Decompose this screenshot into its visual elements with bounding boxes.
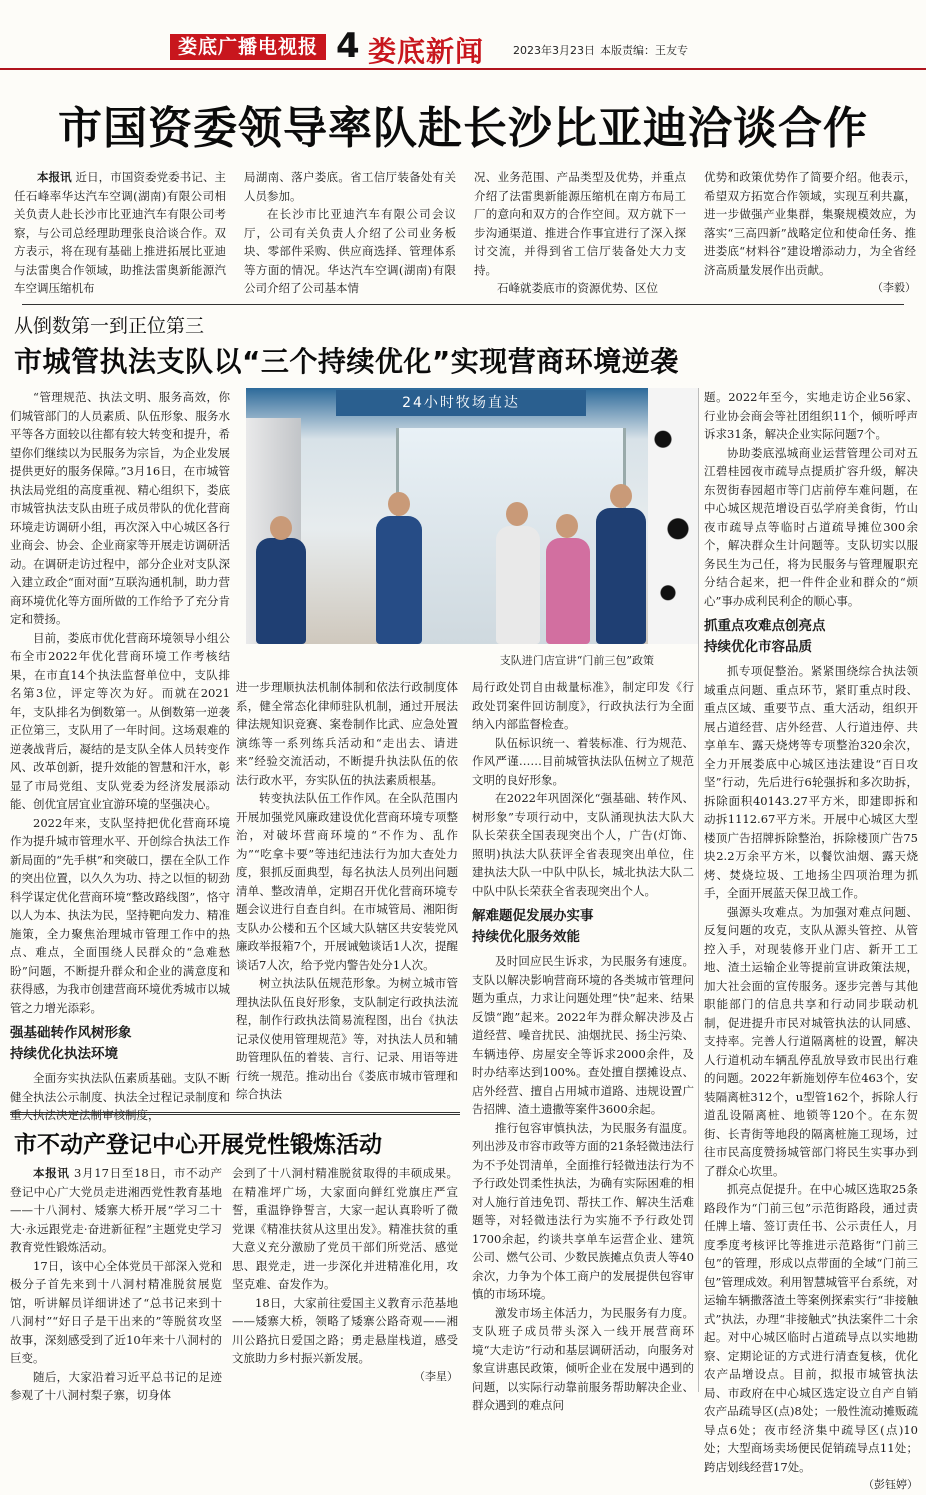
article1-text: 近日，市国资委党委书记、主任石峰率华达汽车空调(湖南)有限公司相关负责人赴长沙市比亚迪汽车有限公司考察，与公司总经理助理张良洽谈合作。双方表示，将在现有基础上推进拓展比亚迪与法雷奥合作领域，助推法雷奥新能源汽车空调压缩机布 (14, 170, 227, 295)
masthead (0, 0, 926, 70)
article1-text: 优势和政策优势作了简要介绍。他表示，希望双方拓宽合作领域，实现互利共赢，进一步做强产业集群，集聚规模效应，为落实“三高四新”战略定位和使命任务、推进娄底“材料谷”建设增添动力，为全省经济高质量发展作出贡献。 (704, 170, 916, 277)
article1-text: 局湖南、落户娄底。省工信厅装备处有关人员参加。 (244, 170, 456, 203)
article1-column-2 (244, 168, 456, 300)
article1-text: 况、业务范围、产品类型及优势，并重点介绍了法雷奥新能源压缩机在南方布局工厂的意向和双方的合作空间。双方就下一步沟通渠道、推进合作事宜进行了深入探讨交流，并得到省工信厅装备处大力支持。 (474, 170, 686, 277)
article2-column-1 (10, 388, 230, 1122)
photo-cow-pattern (648, 388, 698, 644)
photo-shopkeeper-head (556, 514, 578, 538)
article2-paragraph: 局行政处罚自由裁量标准》，制定印发《行政处罚案件回访制度》，行政执法行为全面纳入内部监督检查。 (472, 680, 694, 731)
article3-paragraph: 会到了十八洞村精准脱贫取得的丰硕成果。在精准坪广场，大家面向鲜红党旗庄严宣誓，重温铮铮誓言，大家一起认真聆听了微党课《精准扶贫从这里出发》。精准扶贫的重大意义充分激励了党员干部们所党活、感觉思、跟党走，进一步深化并进精准化用，攻坚克难、奋发作为。 (232, 1166, 458, 1291)
photo-shopkeeper (496, 526, 540, 644)
section-title: 娄底新闻 (368, 35, 485, 68)
article1-headline: 市国资委领导率队赴长沙比亚迪洽谈合作 (58, 103, 868, 154)
article2-paragraph: 抓亮点促提升。在中心城区选取25条路段作为“门前三包”示范街路段，通过责任牌上墙、签订责任书、公示责任人，月度季度考核评比等推进示范路街“门前三包”的管理，形成以点带面的全域“门前三包”管理成效。利用智慧城管平台系统，对运输车辆撒落渣土等案例探索实行“非接触式”执法，办理“非接触式”执法案件二十余起。对中心城区临时占道疏导点以实地勘察、定期论证的方式进行清查复核，优化农产品增设点。目前，拟报市城管执法局、市政府在中心城区选定设立自产自销农产品疏导区(点)8处；一般性流动摊贩疏导点6处；夜市经济集中疏导区(点)10处；大型商场卖场便民促销疏导点11处；跨店划线经营17处。 (704, 1182, 918, 1474)
photo-officer (256, 538, 306, 644)
article2-subheading: 强基础转作风树形象 (10, 1025, 132, 1041)
article3-paragraph: 随后，大家沿着习近平总书记的足迹参观了十八洞村梨子寨，切身体 (10, 1369, 222, 1402)
photo-shopkeeper (546, 538, 590, 644)
article2-paragraph: 抓专项促整治。紧紧围绕综合执法领域重点问题、重点环节，紧盯重点时段、重点区域、重要节点、重大活动，组织开展占道经营、店外经营、人行道违停、共享单车、露天烧烤等专项整治320余次，全力开展娄底中心城区违法建设“百日攻坚”行动，先后进行6轮强拆和多次助拆，拆除面积40143.27平方米，即建即拆和动拆1112.67平方米。开展中心城区大型楼顶广告招牌拆除整治，拆除楼顶广告75块2.2万余平方米，以餐饮油烟、露天烧烤、焚烧垃圾、工地扬尘四项治理为抓手，全面开展蓝天保卫战工作。 (704, 664, 918, 900)
article3-paragraph: 18日，大家前往爱国主义教育示范基地——矮寨大桥，领略了矮寨公路奇观——湘川公路抗日爱国之路；勇走悬崖栈道，感受文旅助力乡村振兴新发展。 (232, 1295, 458, 1365)
article2-column-2 (236, 678, 458, 1104)
article1-text: 在长沙市比亚迪汽车有限公司会议厅，公司有关负责人介绍了公司业务板块、零部件采购、供应商选择、管理体系等方面的情况。华达汽车空调(湖南)有限公司介绍了公司基本情 (244, 207, 456, 295)
photo-shopkeeper-head (506, 502, 528, 526)
article2-column-4 (704, 388, 918, 1491)
photo-officer (376, 516, 422, 644)
article2-paragraph: 协助娄底泓城商业运营管理公司对五江碧桂园夜市疏导点提质扩容升级，解决东贺街春园超市等门店前停车难问题，在中心城区规范增设百弘学府美食街，竹山夜市疏导点等临时占道疏导摊位300余个，解决群众生计问题等。支队切实以服务民生为己任，将为民服务与管理履职充分结合起来，把一件件企业和群众的“烦心”事办成利民利企的顺心事。 (704, 445, 918, 608)
article3-headline: 市不动产登记中心开展党性锻炼活动 (14, 1132, 382, 1158)
article2-paragraph: 进一步理顺执法机制体制和依法行政制度体系，健全常态化律师驻队机制，通过开展法律法规知识竞赛、案卷制作比武、应急处置演练等一系列练兵活动和“走出去、请进来”经验交流活动，不断提升执法队伍的依法行政水平，夯实队伍的执法素质根基。 (236, 680, 458, 787)
article3-column-2 (232, 1164, 458, 1392)
article2-paragraph: “管理规范、执法文明、服务高效，你们城管部门的人员素质、队伍形象、服务水平等各方面较以往都有较大转变和提升，希望你们继续以为民服务为宗旨，为企业发展提供更好的服务保障。”3月16日，在市城管执法局党组的高度重视、精心组织下，娄底市城管执法支队由班子成员带队的优化营商环境走访调研小组，再次深入中心城区各行业商会、协会、企业商家等开展走访调研活动。在调研走访过程中，部分企业对支队深入建立政企“面对面”互联沟通机制，助力营商环境优化等方面所做的工作给予了充分肯定和赞扬。 (10, 390, 230, 626)
section-divider (22, 304, 904, 305)
article2-subheading: 持续优化执法环境 (10, 1046, 118, 1062)
photo-officer-head (388, 492, 410, 516)
article2-paragraph: 全面夯实执法队伍素质基础。支队不断健全执法公示制度、执法全过程记录制度和重大执法决定法制审核制度， (10, 1071, 230, 1122)
article2-paragraph: 激发市场主体活力，为民服务有力度。支队班子成员带头深入一线开展营商环境“大走访”行动和基层调研活动，向服务对象宣讲惠民政策，倾听企业在发展中遇到的问题，以实际行动靠前服务帮助解决企业、群众遇到的难点问 (472, 1305, 694, 1412)
article2-photo (246, 388, 698, 644)
article1-column-3 (474, 168, 686, 300)
article2-subheading: 解难题促发展办实事 (472, 908, 594, 924)
photo-officer (596, 508, 646, 644)
photo-caption: 支队进门店宣讲“门前三包”政策 (499, 654, 654, 667)
page-editor: 本版责编：王友专 (600, 44, 688, 57)
section-divider (10, 1112, 460, 1115)
article2-column-3 (472, 678, 694, 1412)
article1-byline: （李毅） (872, 281, 916, 294)
article2-subheading: 持续优化服务效能 (472, 929, 580, 945)
page-number: 4 (336, 26, 360, 66)
column-divider (698, 388, 699, 1392)
article2-byline: （彭钰婷） (863, 1478, 918, 1491)
newspaper-logo: 娄底广播电视报 (170, 34, 326, 60)
photo-officer-head (270, 516, 292, 540)
article2-paragraph: 及时回应民生诉求，为民服务有速度。支队以解决影响营商环境的各类城市管理问题为重点，力求让问题处理“快”起来、结果反馈“跑”起来。2022年为群众解决涉及占道经营、噪音扰民、油烟扰民、扬尘污染、车辆违停、房屋安全等诉求2000余件，及时办结率达到100%。查处擅自摆摊设点、店外经营、擅自占用城市道路、违规设置广告招牌、渣土遗撒等案件3600余起。 (472, 954, 694, 1116)
article2-paragraph: 题。2022年至今，实地走访企业56家、行业协会商会等社团组织11个，倾听呼声诉求31条，解决企业实际问题7个。 (704, 390, 918, 441)
article2-kicker: 从倒数第一到正位第三 (14, 315, 205, 337)
article3-byline: （李星） (414, 1369, 458, 1383)
article2-paragraph: 在2022年巩固深化“强基础、转作风、树形象”专项行动中，支队涌现执法大队大队长荣获全国表现突出个人，广告(灯饰、照明)执法大队获评全省表现突出单位，住建执法大队一中队中队长，城北执法大队二中队中队长荣获全省表现突出个人。 (472, 791, 694, 898)
article3-lead: 本报讯 (33, 1166, 70, 1180)
article1-column-1 (14, 168, 226, 300)
article2-headline: 市城管执法支队以“三个持续优化”实现营商环境逆袭 (14, 345, 679, 378)
article3-text: 3月17日至18日，市不动产登记中心广大党员走进湘西党性教育基地——十八洞村、矮寨大桥开展“学习二十大·永远跟党走·奋进新征程”主题党史学习教育党性锻炼活动。 (10, 1166, 222, 1254)
article2-paragraph: 强源头攻难点。为加强对难点问题、反复问题的攻克，支队从源头管控、从管控入手，对现装修开业门店、新开工工地、渣土运输企业等提前宣讲政策法规，加大社会面的宣传服务。逐步完善与其他职能部门的信息共享和行动同步联动机制，促进提升市民对城管执法的认同感、支持率。完善人行道隔离桩的设置，解决人行道机动车辆乱停乱放导致市民出行难的问题。2022年新施划停车位463个，安装隔离桩312个，u型管162个，拆除人行道乱设隔离桩、地锁等120个。在东贺街、长青街等地段的隔离桩施工现场，过往市民高度赞扬城管部门将民生实事办到了群众心坎里。 (704, 904, 918, 1178)
issue-date: 2023年3月23日 (513, 44, 595, 57)
article1-text: 石峰就娄底市的资源优势、区位 (497, 281, 658, 295)
article3-column-1 (10, 1164, 222, 1402)
article2-subheading: 抓重点攻难点创亮点 (704, 618, 826, 634)
article3-paragraph: 17日，该中心全体党员干部深入党和极分子首先来到十八洞村精准脱贫展览馆，听讲解员详细讲述了“总书记来到十八洞村”“好日子是干出来的”等脱贫攻坚故事，深刻感受到了近10年来十八洞村的巨变。 (10, 1258, 222, 1365)
photo-officer-head (610, 484, 632, 508)
article2-paragraph: 推行包容审慎执法，为民服务有温度。列出涉及市容市政等方面的21条轻微违法行为不予处罚清单，全面推行轻微违法行为不予行政处罚柔性执法，为确有实际困难的相对人施行首违免罚、帮扶工作、解决生活难题等，对轻微违法行为实施不予行政处罚1700余起，约谈共享单车运营企业、建筑公司、燃气公司、少数民族摊点负责人等40余次，力争为个体工商户的发展提供包容审慎的市场环境。 (472, 1120, 694, 1301)
photo-store-banner: 24小时牧场直达 (336, 390, 586, 416)
article2-subheading: 持续优化市容品质 (704, 639, 812, 655)
article1-lead: 本报讯 (37, 170, 72, 184)
article2-paragraph: 2022年来，支队坚持把优化营商环境作为提升城市管理水平、开创综合执法工作新局面的“先手棋”和突破口，摆在全队工作的突出位置，以久久为功、持之以恒的韧劲科学谋定优化营商环境“整改路线图”，恪守以人为本、执法为民，坚持靶向发力、精准施策，全力聚焦治理城市管理工作中的热点、难点，全面围绕人民群众的“急难愁盼”问题，不断提升群众和企业的满意度和获得感，为我市创建营商环境优秀城市以城管之力增光添彩。 (10, 815, 230, 1015)
article2-paragraph: 队伍标识统一、着装标准、行为规范、作风严谨……目前城管执法队伍树立了规范文明的良好形象。 (472, 735, 694, 787)
article2-paragraph: 转变执法队伍工作作风。在全队范围内开展加强党风廉政建设优化营商环境专项整治，对破坏营商环境的“不作为、乱作为”“吃拿卡要”等违纪违法行为加大查处力度，狠抓反面典型，每名执法人员列出问题清单、整改清单，定期召开优化营商环境专题会议进行自查自纠。在市城管局、湘阳街支队办公楼和五个区域大队辖区共安装党风廉政举报箱7个，开展诫勉谈话1人次，提醒谈话7人次，给予党内警告处分1人次。 (236, 791, 458, 972)
article1-column-4 (704, 168, 916, 300)
article2-paragraph: 树立执法队伍规范形象。为树立城市管理执法队伍良好形象，支队制定行政执法流程，制作行政执法简易流程图，出台《执法记录仪使用管理规范》等，对执法人员和辅助管理队伍的着装、言行、记录、用语等进行统一规范。推动出台《娄底市城市管理和综合执法 (236, 976, 458, 1101)
article2-paragraph: 目前，娄底市优化营商环境领导小组公布全市2022年优化营商环境工作考核结果，在市直14个执法监督单位中，支队排名第3位，评定等次为好。而就在2021年，支队排名为倒数第一。从倒数第一逆袭正位第三，支队用了一年时间。这场艰难的逆袭战背后，凝结的是支队全体人员转变作风、改革创新，提升效能的智慧和汗水，彰显了市局党组、支队党委为经济发展添动能、创优宜居宜业宜游环境的坚强决心。 (10, 630, 230, 811)
